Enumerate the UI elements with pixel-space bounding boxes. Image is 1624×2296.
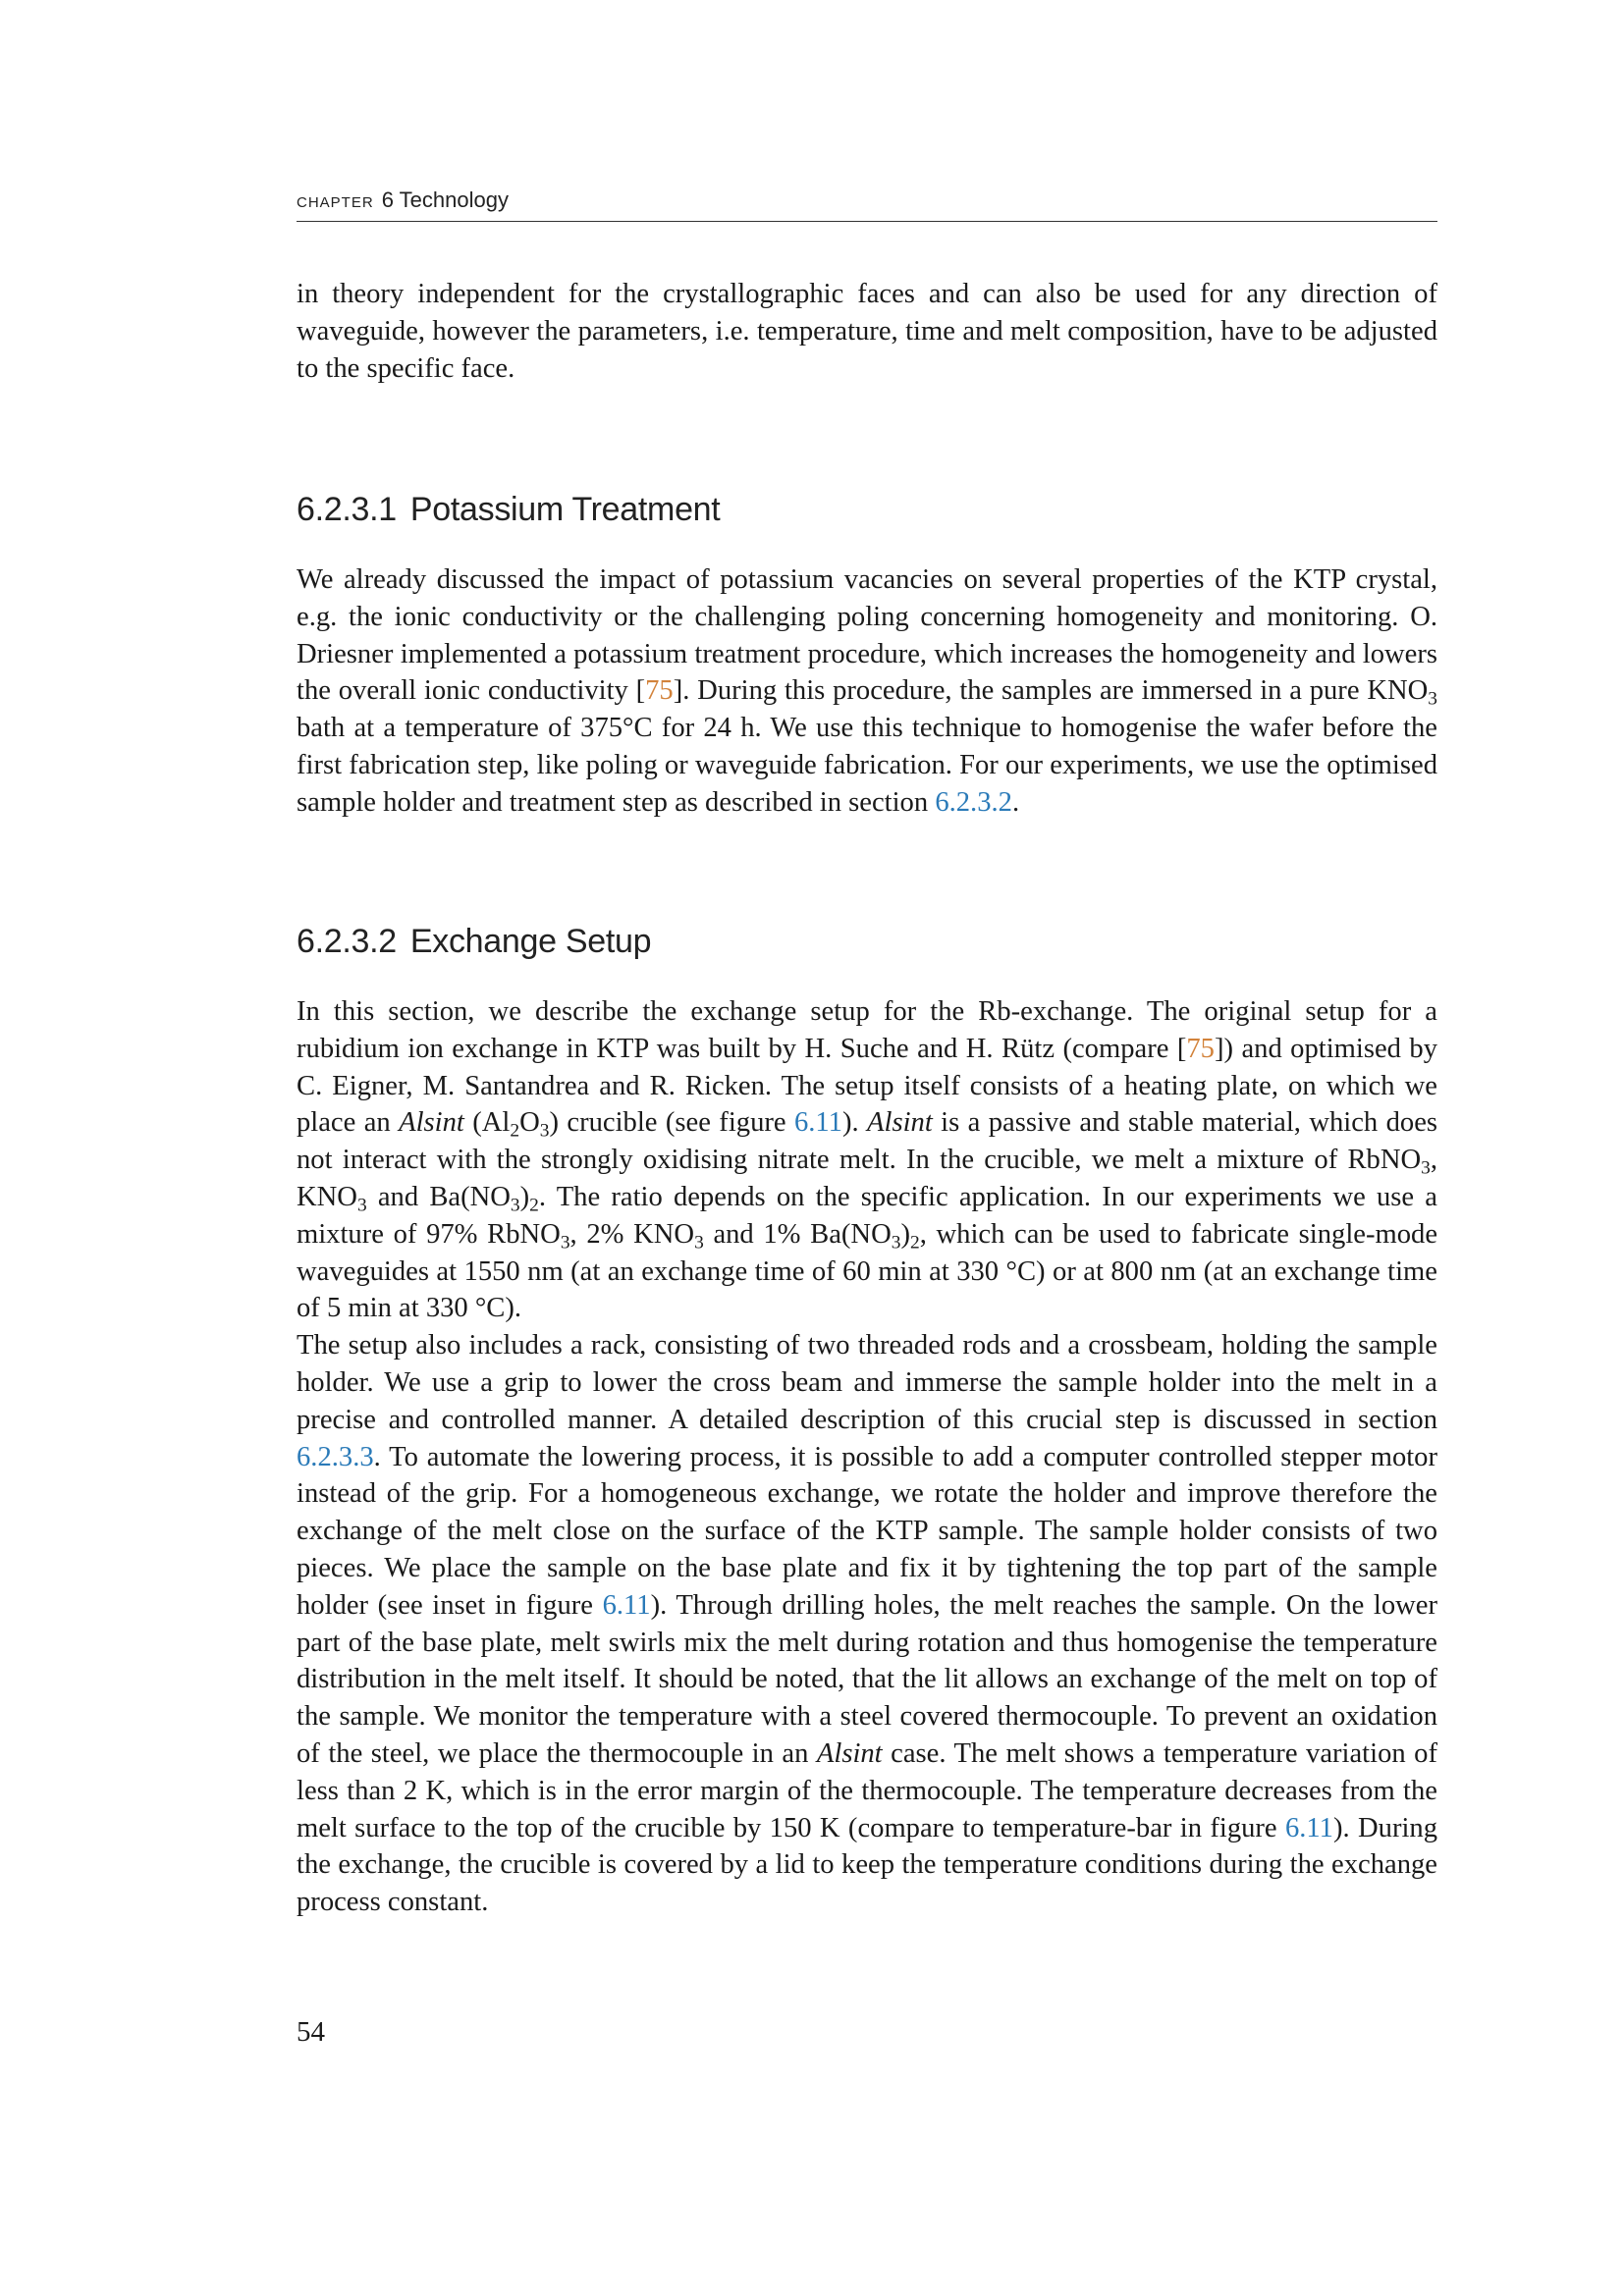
text-run: ) crucible (see figure (549, 1107, 794, 1139)
italic-term: Alsint (816, 1737, 883, 1769)
subscript: 3 (356, 1195, 367, 1216)
page-number: 54 (297, 2016, 325, 2048)
text-run: is a passive and stable material, which does not interact with the strongly oxidising nitrate melt. In the crucible, we melt a mixture of RbNO (297, 1107, 1438, 1176)
italic-term: Alsint (867, 1107, 933, 1139)
subscript: 2 (529, 1195, 539, 1216)
text-run: ). (841, 1107, 868, 1139)
text-run: O (519, 1107, 540, 1139)
subscript: 2 (910, 1232, 920, 1254)
text-run: bath at a temperature of 375°C for 24 h. We use this technique to homogenise the wafer before the first fabrication step, like poling or waveguide fabrication. For our experiments, we use the optimised sample holder and treatment step as described in section (297, 713, 1437, 818)
section-title: Exchange Setup (409, 923, 652, 960)
text-run: ]. During this procedure, the samples are immersed in a pure KNO (673, 675, 1429, 707)
citation-link[interactable]: 75 (1186, 1033, 1215, 1064)
subscript: 3 (539, 1120, 550, 1142)
figure-link[interactable]: 6.11 (602, 1589, 651, 1621)
paragraph (297, 561, 1437, 822)
text-run: ]) and optimised by C. Eigner, M. Santandrea and R. Ricken. The setup itself consists of a heating plate, on which we place an (297, 1033, 1437, 1139)
text-run: . (1011, 786, 1020, 818)
text-run: ) (900, 1218, 910, 1250)
text-run: , 2% KNO (569, 1218, 695, 1250)
text-run: In this section, we describe the exchange setup for the Rb-exchange. The original setup for a rubidium ion exchange in KTP was built by H. Suche and H. Rütz (compare [ (297, 996, 1437, 1064)
subscript: 3 (891, 1232, 901, 1254)
section-heading-potassium-treatment (297, 491, 720, 529)
text-run: ) (519, 1181, 530, 1212)
chapter-label: chapter (297, 189, 374, 212)
exchange-setup-body (297, 993, 1437, 1921)
text-run: , KNO (297, 1145, 1437, 1212)
chapter-title: Technology (399, 187, 509, 212)
text-run: . To automate the lowering process, it is possible to add a computer controlled stepper motor instead of the grip. For a homogeneous exchange, we rotate the holder and improve therefore the exchange of the melt close on the surface of the KTP sample. The sample holder consists of two pieces. We place the sample on the base plate and fix it by tightening the top part of the sample holder (see inset in figure (297, 1441, 1437, 1621)
text-run: The setup also includes a rack, consisting of two threaded rods and a crossbeam, holding the sample holder. We use a grip to lower the cross beam and immerse the sample holder into the melt in a precise and controlled manner. A detailed description of this crucial step is discussed in section (297, 1330, 1437, 1435)
text-run: , which can be used to fabricate single-mode waveguides at 1550 nm (at an exchange time of 60 min at 330 °C) or at 800 nm (at an exchange time of 5 min at 330 °C). (297, 1218, 1438, 1324)
italic-term: Alsint (399, 1107, 464, 1139)
subscript: 2 (510, 1120, 520, 1142)
section-number: 6.2.3.1 (297, 491, 397, 528)
intro-text: in theory independent for the crystallographic faces and can also be used for any direction of waveguide, however the parameters, i.e. temperature, time and melt composition, have to be adjusted to the specific face. (297, 279, 1437, 384)
subscript: 3 (560, 1232, 570, 1254)
paragraph (297, 1327, 1437, 1921)
section-title: Potassium Treatment (409, 491, 721, 528)
text-run: and Ba(NO (366, 1181, 511, 1212)
citation-link[interactable]: 75 (645, 675, 674, 707)
text-run: ). During the exchange, the crucible is covered by a lid to keep the temperature conditions during the exchange process constant. (297, 1812, 1437, 1918)
section-link[interactable]: 6.2.3.2 (935, 786, 1012, 818)
figure-link[interactable]: 6.11 (793, 1107, 842, 1139)
section-heading-exchange-setup (297, 923, 651, 961)
subscript: 3 (694, 1232, 704, 1254)
paragraph (297, 993, 1437, 1327)
section-number: 6.2.3.2 (297, 923, 397, 960)
text-run: and 1% Ba(NO (703, 1218, 892, 1250)
running-header (297, 187, 1437, 222)
section-link[interactable]: 6.2.3.3 (297, 1441, 374, 1472)
text-run: case. The melt shows a temperature variation of less than 2 K, which is in the error margin of the thermocouple. The temperature decreases from the melt surface to the top of the crucible by 150 K (compare to temperature-bar in figure (297, 1737, 1437, 1843)
text-run: We already discussed the impact of potassium vacancies on several properties of the KTP crystal, e.g. the ionic conductivity or the challenging poling concerning homogeneity and monitoring. O. Driesner implemented a potassium treatment procedure, which increases the homogeneity and lowers the overall ionic conductivity [ (297, 564, 1437, 707)
chapter-number: 6 (381, 187, 394, 212)
subscript: 3 (1421, 1157, 1431, 1179)
text-run: (Al (463, 1107, 511, 1139)
text-run: ). Through drilling holes, the melt reaches the sample. On the lower part of the base plate, melt swirls mix the melt during rotation and thus homogenise the temperature distribution in the melt itself. It should be noted, that the lit allows an exchange of the melt on top of the sample. We monitor the temperature with a steel covered thermocouple. To prevent an oxidation of the steel, we place the thermocouple in an (297, 1589, 1437, 1769)
text-run: . The ratio depends on the specific application. In our experiments we use a mixture of 97% RbNO (297, 1181, 1437, 1250)
potassium-treatment-body (297, 561, 1437, 822)
subscript: 3 (1428, 688, 1437, 710)
subscript: 3 (510, 1195, 520, 1216)
figure-link[interactable]: 6.11 (1284, 1812, 1333, 1843)
intro-paragraph (297, 276, 1437, 387)
